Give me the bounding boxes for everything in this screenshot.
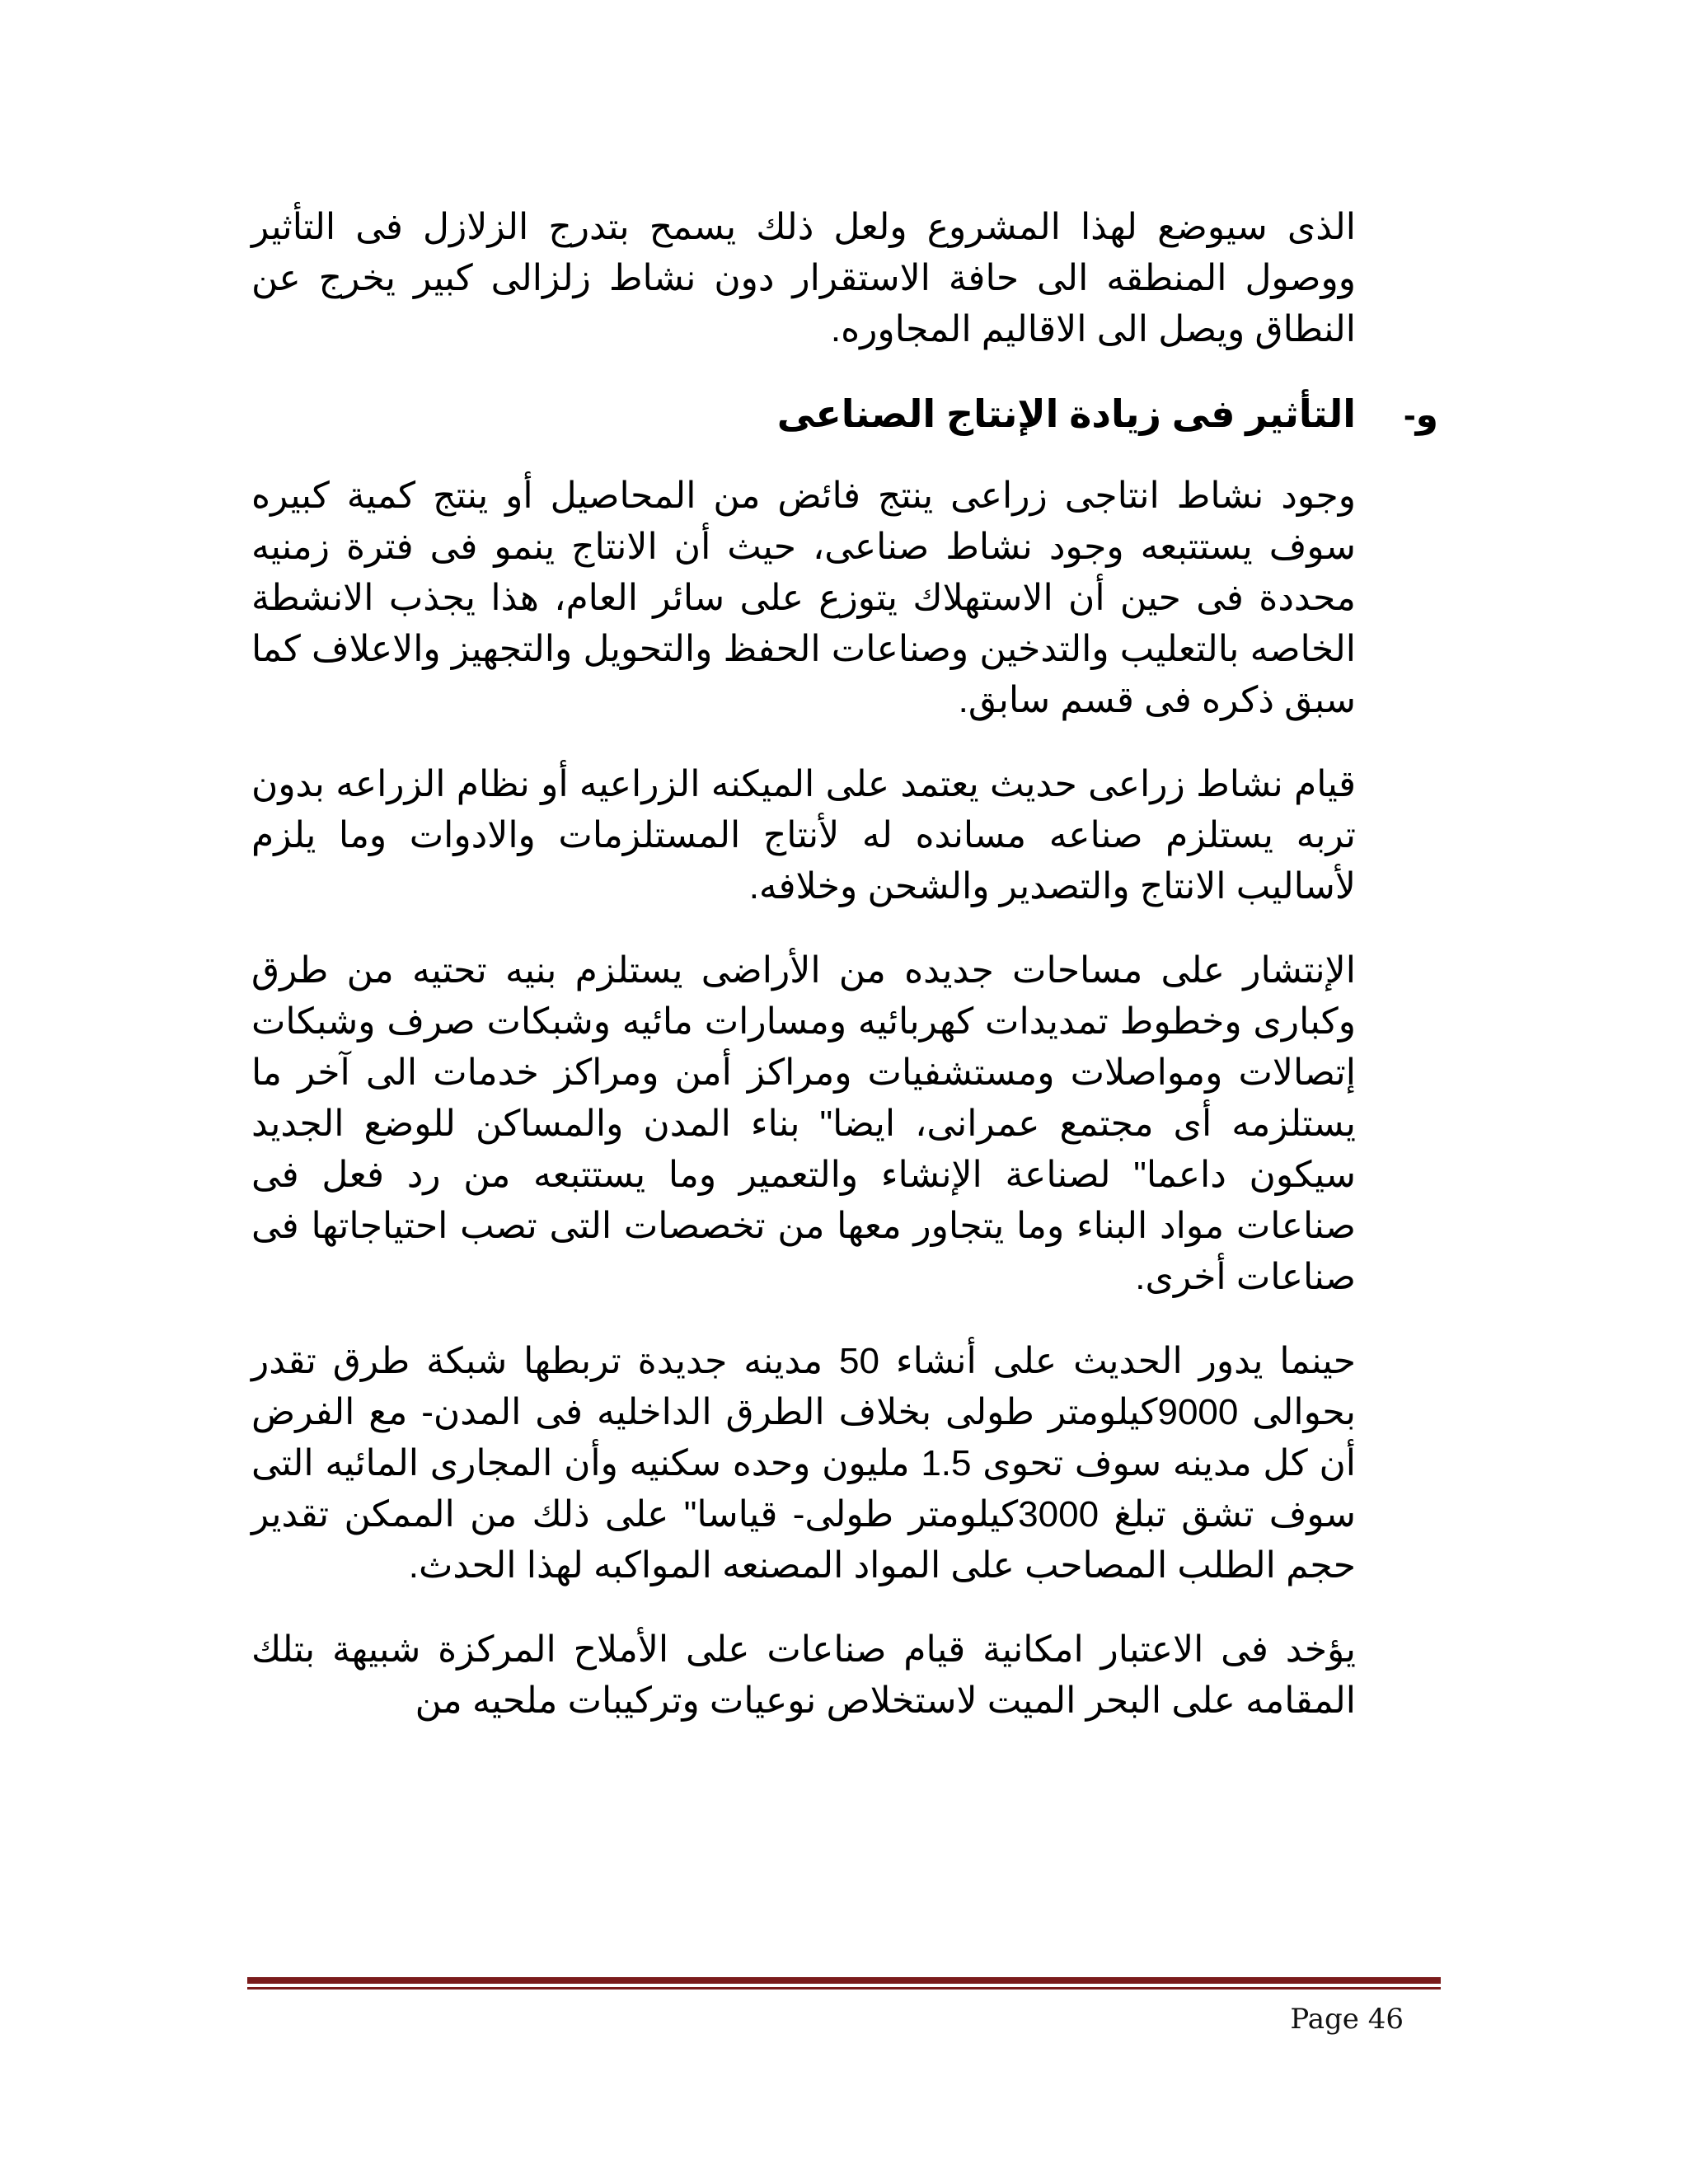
section-marker: و-: [1403, 395, 1438, 435]
paragraph-modern-agriculture: قيام نشاط زراعى حديث يعتمد على الميكنه الزراعيه أو نظام الزراعه بدون تربه يستلزم صناعه مسانده له لأنتاج المستلزمات والادوات وما يلزم لأساليب الانتاج والتصدير والشحن وخلافه.: [251, 764, 1356, 907]
document-body: [251, 202, 1438, 1760]
paragraph-new-cities: حينما يدور الحديث على أنشاء 50 مدينه جديدة تربطها شبكة طرق تقدر بحوالى 9000كيلومتر طولى بخلاف الطرق الداخليه فى المدن- مع الفرض أن كل مدينه سوف تحوى 1.5 مليون وحده سكنيه وأن المجارى المائيه التى سوف تشق تبلغ 3000كيلومتر طولى- قياسا" على ذلك من الممكن تقدير حجم الطلب المصاحب على المواد المصنعه المواكبه لهذا الحدث.: [251, 1341, 1357, 1586]
footer-rule-secondary: [247, 1987, 1441, 1990]
paragraph-salt-industries: يؤخد فى الاعتبار امكانية قيام صناعات على الأملاح المركزة شبيهة بتلك المقامه على البحر الميت لاستخلاص نوعيات وتركيبات ملحيه من: [251, 1629, 1356, 1721]
page-number: Page 46: [1290, 2003, 1404, 2036]
section-heading: [251, 388, 1438, 439]
footer-rule: [247, 1977, 1441, 1984]
section-title: التأثير فى زيادة الإنتاج الصناعى: [776, 392, 1356, 435]
intro-paragraph: الذى سيوضع لهذا المشروع ولعل ذلك يسمح بتدرج الزلازل فى التأثير ووصول المنطقه الى حافة الاستقرار دون نشاط زلزالى كبير يخرج عن النطاق ويصل الى الاقاليم المجاوره.: [251, 207, 1356, 349]
paragraph-infrastructure: الإنتشار على مساحات جديده من الأراضى يستلزم بنيه تحتيه من طرق وكبارى وخطوط تمديدات كهربائيه ومسارات مائيه وشبكات صرف وشبكات إتصالات ومواصلات ومستشفيات ومراكز أمن ومراكز خدمات الى آخر ما يستلزمه أى مجتمع عمرانى، ايضا" بناء المدن والمساكن للوضع الجديد سيكون داعما" لصناعة الإنشاء والتعمير وما يستتبعه من رد فعل فى صناعات مواد البناء وما يتجاور معها من تخصصات التى تصب احتياجاتها فى صناعات أخرى.: [251, 950, 1356, 1297]
paragraph-agricultural-surplus: وجود نشاط انتاجى زراعى ينتج فائض من المحاصيل أو ينتج كمية كبيره سوف يستتبعه وجود نشاط صناعى، حيث أن الانتاج ينمو فى فترة زمنيه محددة فى حين أن الاستهلاك يتوزع على سائر العام، هذا يجذب الانشطة الخاصه بالتعليب والتدخين وصناعات الحفظ والتحويل والتجهيز والاعلاف كما سبق ذكره فى قسم سابق.: [251, 476, 1356, 720]
